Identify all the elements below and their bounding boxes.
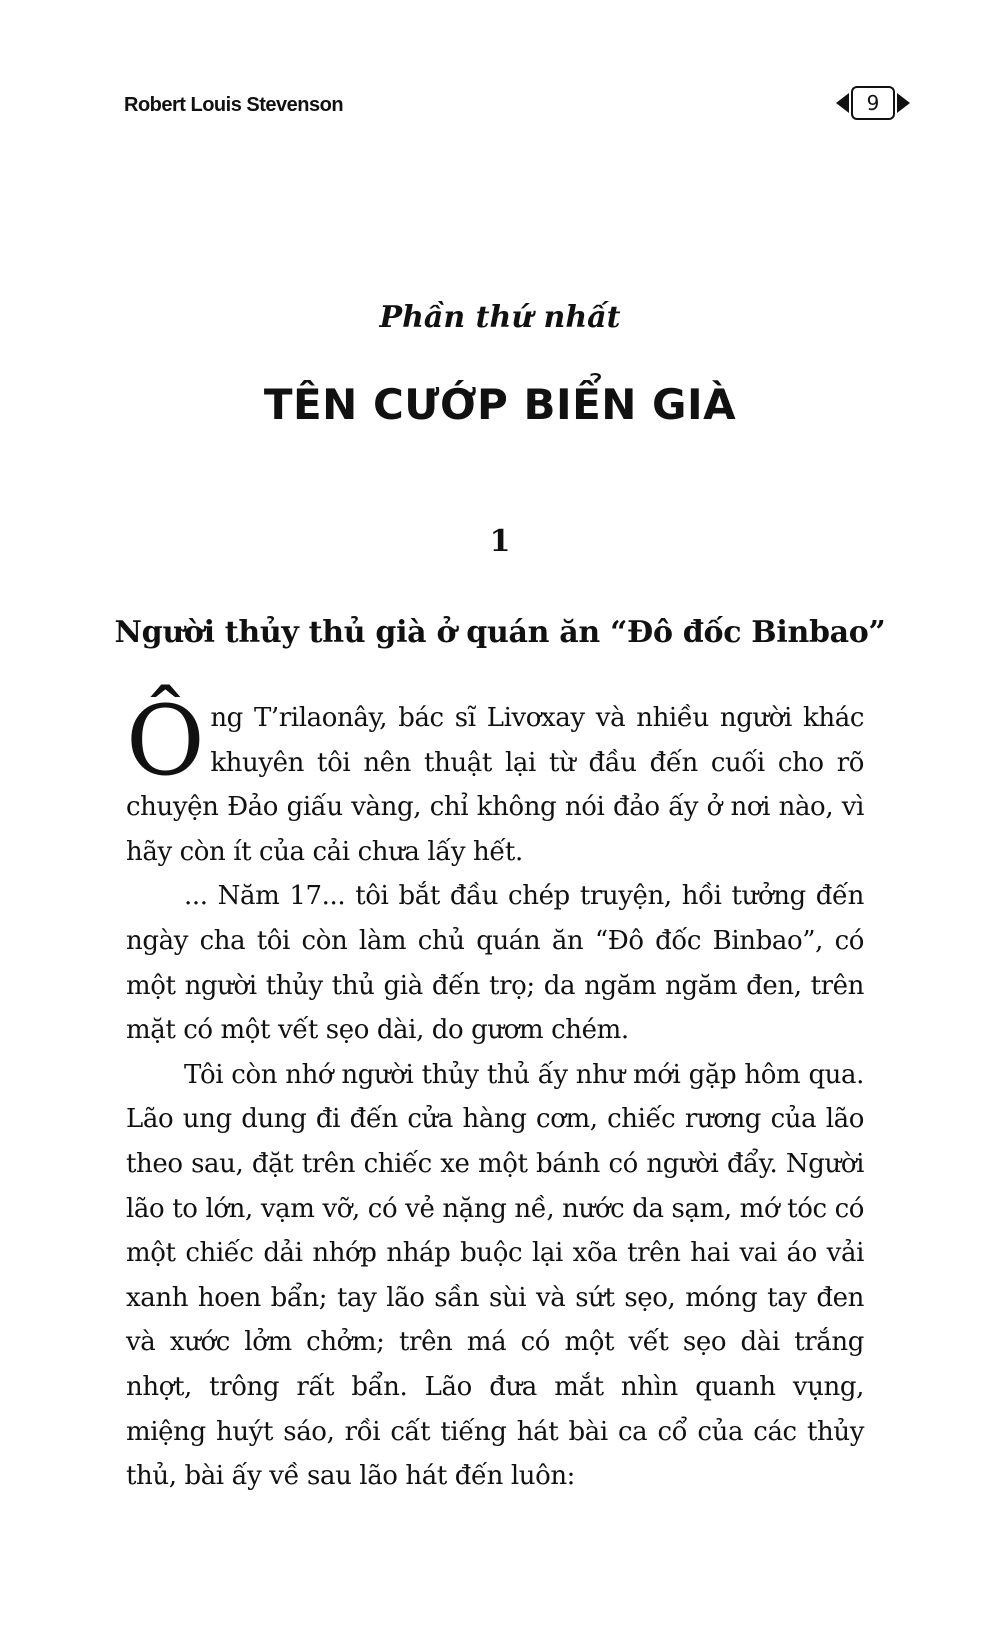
page-number: 9 <box>851 86 895 120</box>
part-title: Phần thứ nhất <box>379 300 621 335</box>
chapter-title: Người thủy thủ già ở quán ăn “Đô đốc Binbao” <box>114 615 886 650</box>
drop-cap: Ô <box>126 685 205 797</box>
paragraph-2: ... Năm 17... tôi bắt đầu chép truyện, hồi tưởng đến ngày cha tôi còn làm chủ quán ăn “Đô đốc Binbao”, có một người thủy thủ già đến trọ; da ngăm ngăm đen, trên mặt có một vết sẹo dài, do gươm chém. <box>126 881 864 1046</box>
paragraph-1 <box>126 685 864 874</box>
paragraph-3: Tôi còn nhớ người thủy thủ ấy như mới gặp hôm qua. Lão ung dung đi đến cửa hàng cơm, chiếc rương của lão theo sau, đặt trên chiếc xe một bánh có người đẩy. Người lão to lớn, vạm vỡ, có vẻ nặng nề, nước da sạm, mớ tóc có một chiếc dải nhớp nháp buộc lại xõa trên hai vai áo vải xanh hoen bẩn; tay lão sần sùi và sứt sẹo, móng tay đen và xước lởm chởm; trên má có một vết sẹo dài trắng nhợt, trông rất bẩn. Lão đưa mắt nhìn quanh vụng, miệng huýt sáo, rồi cất tiếng hát bài ca cổ của các thủy thủ, bài ấy về sau lão hát đến luôn: <box>126 1059 864 1492</box>
body-text <box>126 685 864 1499</box>
arrow-right-icon <box>897 93 910 113</box>
chapter-number: 1 <box>489 524 511 559</box>
running-head-author: Robert Louis Stevenson <box>124 94 344 116</box>
arrow-left-icon <box>836 93 849 113</box>
book-title: TÊN CƯỚP BIỂN GIÀ <box>263 380 737 429</box>
page-header <box>124 86 910 136</box>
paragraph-1-text: ng T’rilaonây, bác sĩ Livơxay và nhiều người khác khuyên tôi nên thuật lại từ đầu đến cuối cho rõ chuyện Đảo giấu vàng, chỉ không nói đảo ấy ở nơi nào, vì hãy còn ít của cải chưa lấy hết. <box>126 703 864 867</box>
page-number-badge <box>836 86 910 120</box>
